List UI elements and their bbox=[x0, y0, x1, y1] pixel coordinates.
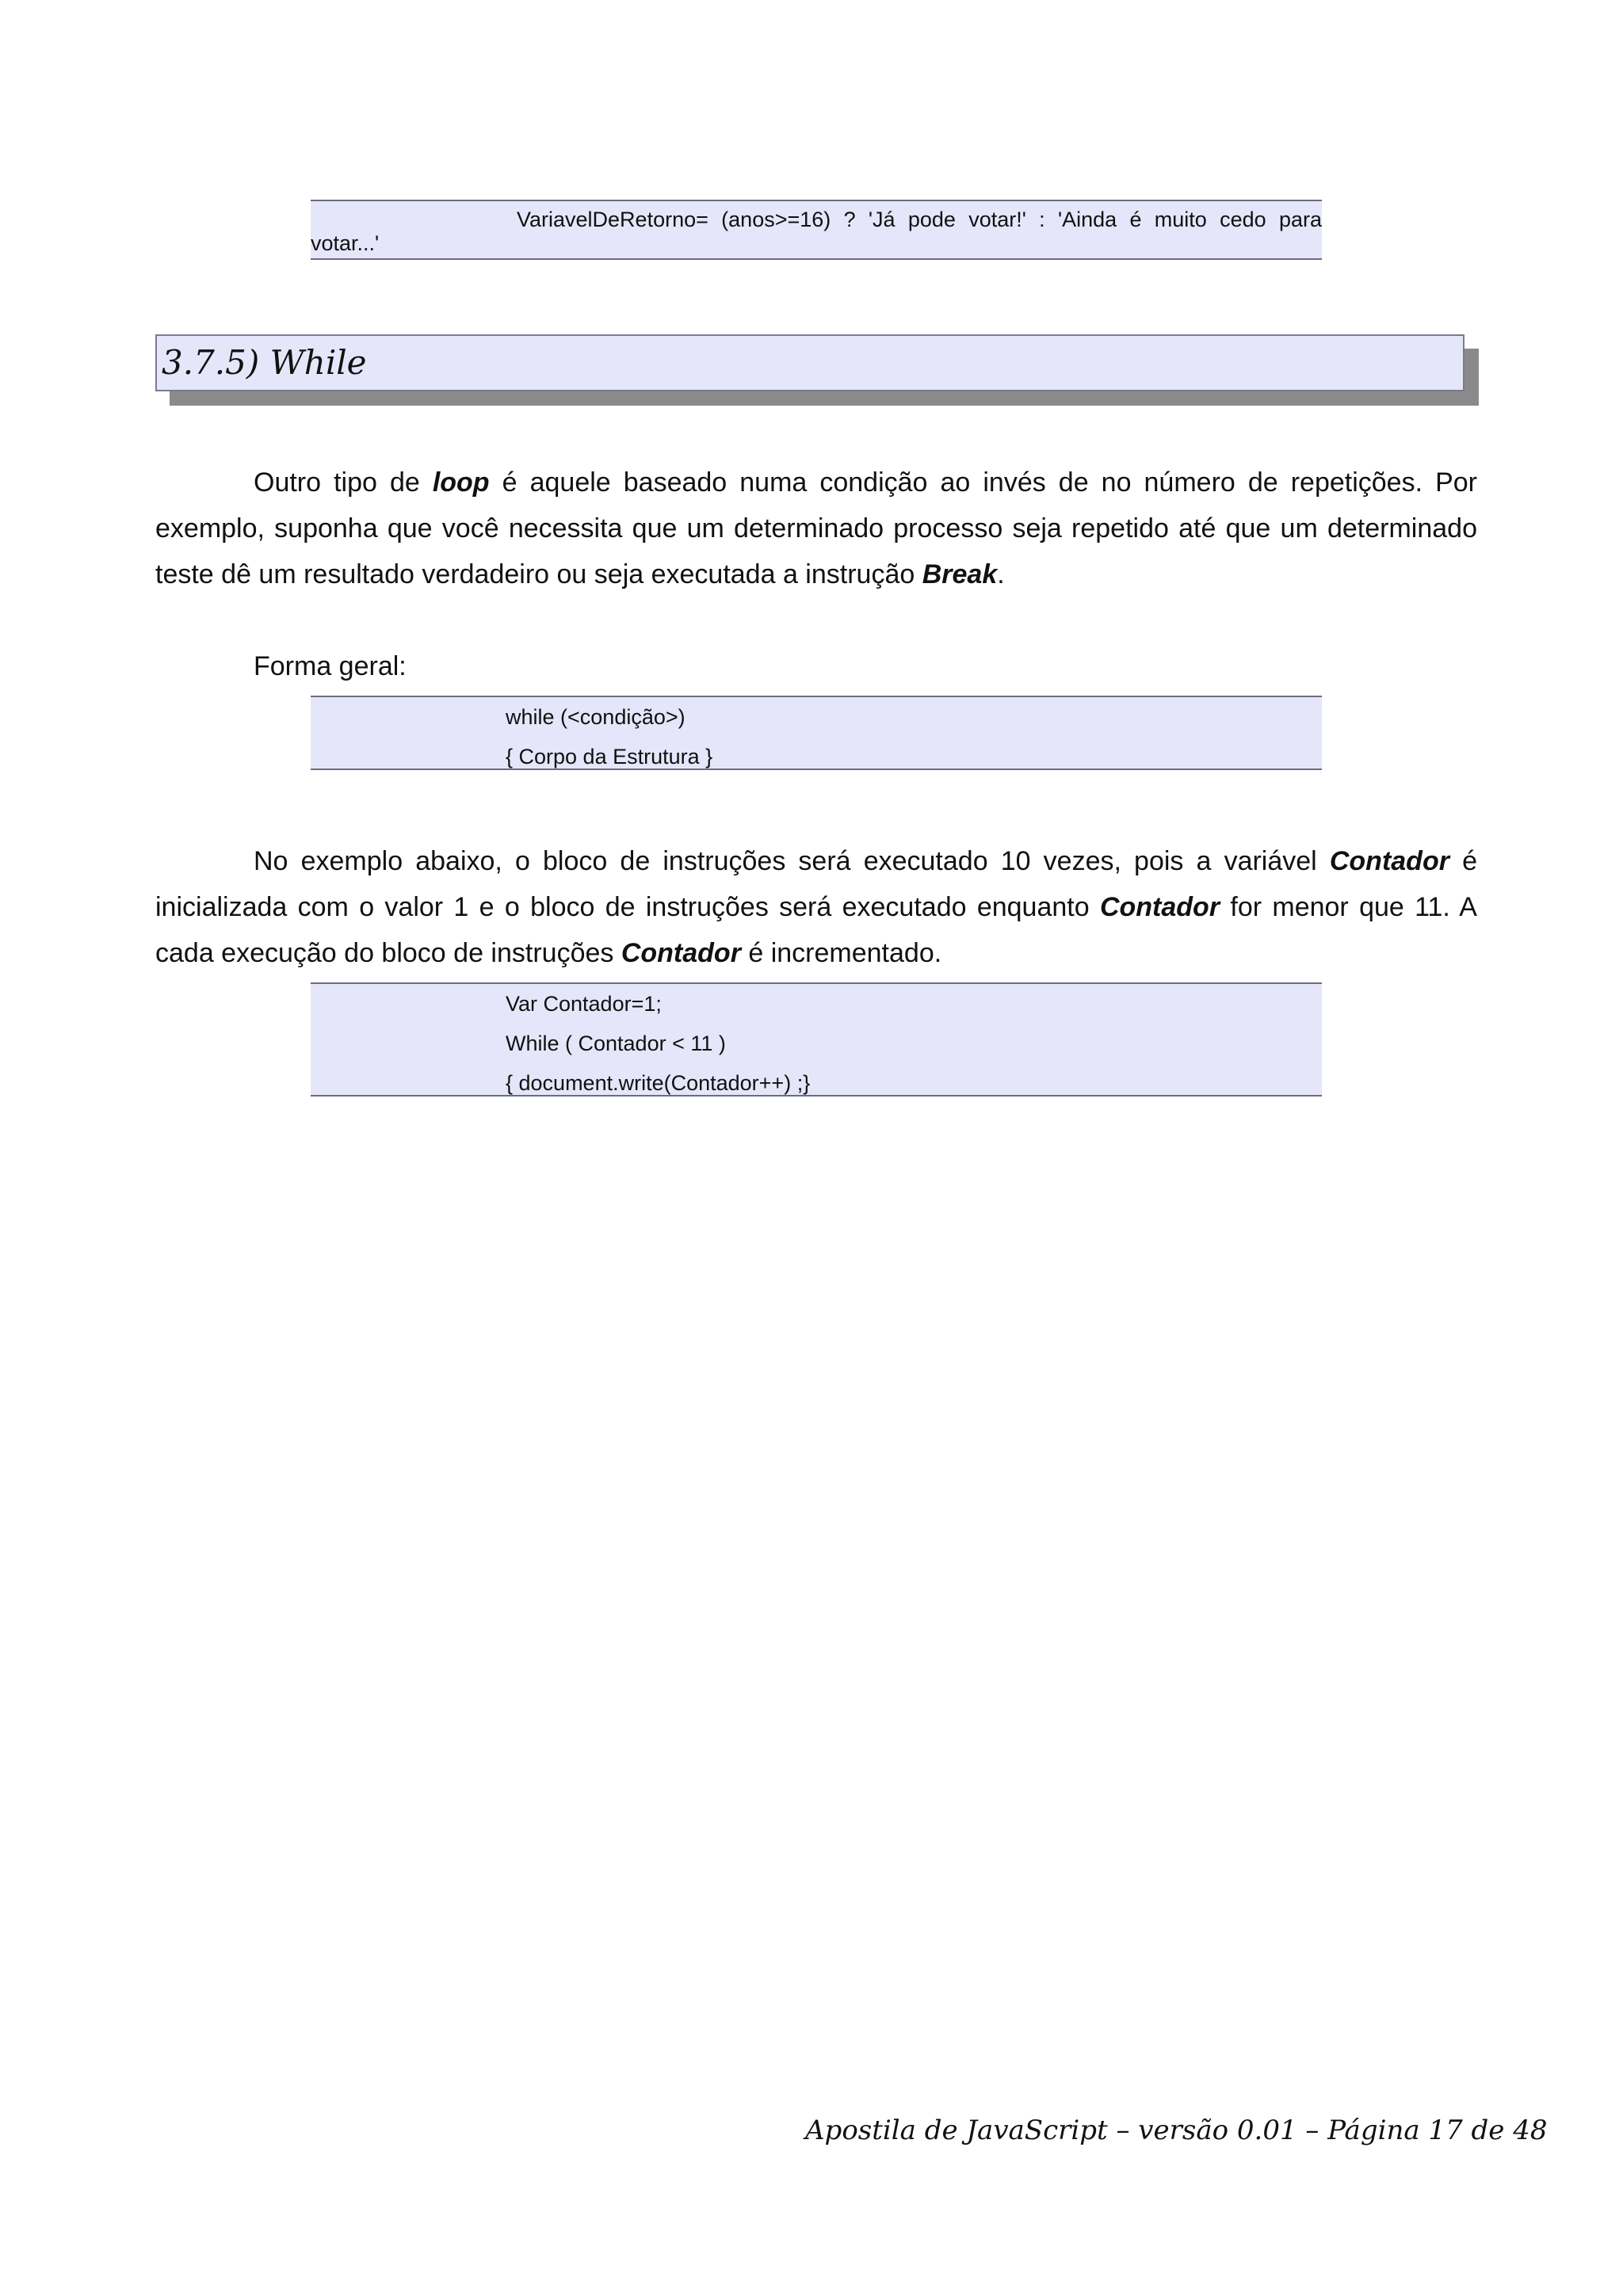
emphasis-contador: Contador bbox=[1099, 892, 1220, 922]
code-line: While ( Contador < 11 ) bbox=[506, 1032, 726, 1055]
code-block-ternary bbox=[311, 200, 1322, 260]
paragraph-text: é aquele baseado numa condição ao invés de no número de repetições. Por exemplo, suponha que você necessita que um determinado processo seja repetido até que um determinado teste dê um resultado verdadeiro ou seja executada a instrução bbox=[155, 467, 1477, 589]
paragraph-text: No exemplo abaixo, o bloco de instruções será executado 10 vezes, pois a variável bbox=[254, 846, 1330, 876]
paragraph-indent bbox=[155, 467, 254, 498]
code-block-example bbox=[311, 982, 1322, 1097]
code-line: votar...' bbox=[311, 231, 380, 255]
paragraph-text: Outro tipo de bbox=[254, 467, 433, 498]
forma-geral-label: Forma geral: bbox=[254, 651, 407, 681]
paragraph-text: é incrementado. bbox=[740, 938, 942, 968]
page-footer: Apostila de JavaScript – versão 0.01 – Página 17 de 48 bbox=[805, 2115, 1548, 2146]
paragraph-text: for menor que 11. A cada execução do bloco de instruções bbox=[155, 892, 1477, 968]
paragraph-text: . bbox=[997, 559, 1005, 589]
code-line: VariavelDeRetorno= (anos>=16) ? 'Já pode votar!' : 'Ainda é muito cedo para bbox=[517, 208, 1322, 231]
code-line: Var Contador=1; bbox=[506, 992, 662, 1016]
code-line: while (<condição>) bbox=[506, 705, 685, 729]
paragraph-text: é inicializada com o valor 1 e o bloco de instruções será executado enquanto bbox=[155, 846, 1477, 922]
emphasis-loop: loop bbox=[432, 467, 490, 498]
code-line: { document.write(Contador++) ;} bbox=[506, 1071, 811, 1095]
code-block-syntax bbox=[311, 696, 1322, 770]
emphasis-contador: Contador bbox=[621, 938, 741, 968]
code-line: { Corpo da Estrutura } bbox=[506, 745, 713, 769]
paragraph-example bbox=[155, 838, 1477, 976]
emphasis-contador: Contador bbox=[1329, 846, 1449, 876]
emphasis-break: Break bbox=[922, 559, 998, 589]
paragraph-indent bbox=[155, 846, 254, 876]
section-heading: 3.7.5) While bbox=[155, 334, 1465, 391]
paragraph-intro bbox=[155, 460, 1477, 597]
